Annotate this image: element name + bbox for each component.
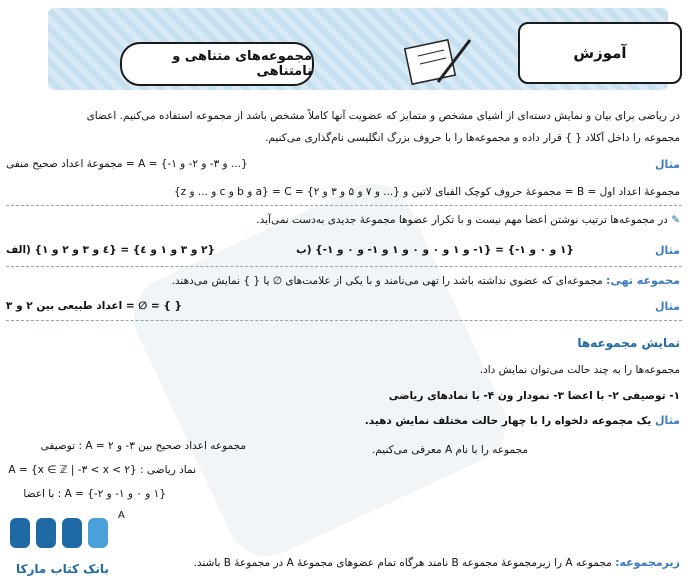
example-row-2: {z و ... و c و b و a} = C = مجموعهٔ حروف کوچک الفبای لاتین و {... و ۷ و ۵ و ۳ و ۲} = B = مجموعهٔ اعداد اول (173, 186, 680, 198)
intro-line-2: مجموعه را داخل آکلاد { } قرار داده و مجموعه‌ها را با حروف بزرگ انگلیسی نام‌گذاری می‌کنیم. (265, 132, 680, 144)
intro-line-1: در ریاضی برای بیان و نمایش دسته‌ای از اشیای مشخص و متمایز که عضویت آنها کاملاً مشخص باشد از مجموعه استفاده می‌کنیم. اعضای (86, 110, 680, 122)
representation-methods: ۱- توصیفی ۲- با اعضا ۳- نمودار ون ۴- با نمادهای ریاضی (388, 390, 680, 402)
example-negative-integers: {... و ۳- و ۲- و ۱-} = A = مجموعهٔ اعداد صحیح منفی (6, 158, 248, 170)
empty-set-text: مجموعه‌ای که عضوی نداشته باشد را تهی می‌نامند و با یکی از علامت‌های ∅ یا { } نمایش می‌دهند. (171, 275, 603, 287)
note-example-b: {۱ و ۰ و ۱-} = {۱- و ۱ و ۰ و ۰ و ۱ و ۱- و ۰ و ۱-} (ب (296, 244, 574, 256)
example-label: مثال (655, 158, 680, 171)
answer-intro: مجموعه را با نام A معرفی می‌کنیم. (371, 444, 528, 456)
example-label: مثال (655, 414, 680, 427)
note-line (256, 214, 680, 226)
empty-set-definition (172, 274, 680, 287)
subset-label: زیرمجموعه: (615, 556, 680, 569)
divider (6, 205, 682, 206)
background-watermark (121, 171, 520, 570)
representation-intro: مجموعه‌ها را به چند حالت می‌توان نمایش داد. (479, 364, 680, 376)
page-title: مجموعه‌های متناهی و نامتناهی (120, 42, 314, 86)
notebook-pen-icon (398, 30, 478, 90)
note-text: در مجموعه‌ها ترتیب نوشتن اعضا مهم نیست و با تکرار عضوها مجموعهٔ جدیدی به‌دست نمی‌آید. (256, 214, 668, 226)
representation-example (365, 414, 680, 427)
note-examples (6, 244, 680, 257)
example-row-1 (6, 158, 680, 171)
header-banner (48, 8, 668, 90)
representation-example-text: یک مجموعه دلخواه را با چهار حالت مختلف نمایش دهید. (364, 415, 652, 427)
subset-text: مجموعه A را زیرمجموعهٔ مجموعه B نامند هرگاه تمام عضوهای مجموعهٔ A در مجموعهٔ B باشند. (193, 557, 612, 569)
divider (6, 266, 682, 267)
empty-set-example: { } = ∅ = اعداد طبیعی بین ۲ و ۳ (6, 300, 182, 312)
logo-mark-icon (6, 512, 118, 558)
symbolic-form: A = {x ∈ ℤ | -۳ < x < ۲} : نماد ریاضی (8, 464, 196, 476)
description-form: مجموعه اعداد صحیح بین ۳- و ۲ = A : توصیفی (40, 440, 246, 452)
members-form: {۱ و ۰ و ۱- و ۲-} = A : با اعضا (23, 488, 166, 500)
pencil-icon: ✎ (671, 214, 680, 226)
representation-title: نمایش مجموعه‌ها (577, 336, 680, 350)
publisher-logo (6, 512, 118, 578)
section-tab: آموزش (518, 22, 682, 84)
subset-definition (194, 556, 680, 569)
venn-label: A (118, 510, 125, 521)
note-example-a: {۲ و ۳ و ۱ و ٤} = {٤ و ۳ و ۲ و ۱} (الف (6, 244, 215, 256)
example-label: مثال (655, 300, 680, 313)
divider (6, 320, 682, 321)
empty-set-label: مجموعه تهی: (606, 274, 680, 287)
example-label: مثال (655, 244, 680, 257)
empty-set-example-row (6, 300, 680, 313)
logo-text: بانک کتاب مارکا (16, 562, 109, 576)
